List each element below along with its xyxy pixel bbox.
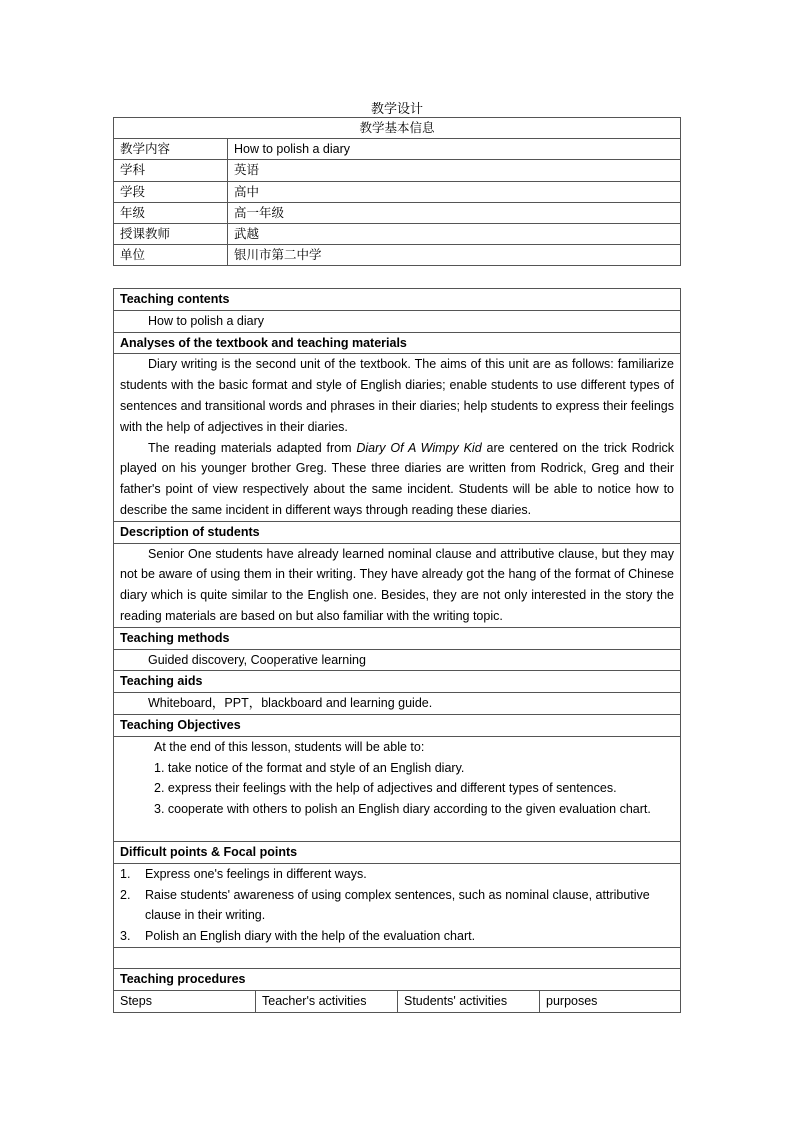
contents-text: How to polish a diary [114, 310, 681, 332]
students-body [114, 543, 681, 627]
section-heading-contents: Teaching contents [114, 289, 681, 311]
info-row-stage [114, 181, 681, 202]
objective-item: 1. take notice of the format and style of an English diary. [154, 760, 465, 775]
info-label: 年级 [114, 202, 228, 223]
info-label: 学科 [114, 160, 228, 181]
analyses-paragraph-1: Diary writing is the second unit of the textbook. The aims of this unit are as follows: familiarize students with the basic format and style of English diaries; enable students to use different types of sentences and transitional words and phrases in their diaries; help students to express their feelings with the help of adjectives in their diaries. [120, 357, 674, 434]
analyses-body [114, 354, 681, 521]
list-item [120, 926, 674, 947]
info-value: 英语 [228, 160, 681, 181]
info-value: How to polish a diary [228, 139, 681, 160]
info-label: 单位 [114, 245, 228, 266]
list-text: Express one's feelings in different ways. [145, 866, 367, 881]
info-row-subject [114, 160, 681, 181]
objectives-intro: At the end of this lesson, students will be able to: [154, 739, 425, 754]
list-item [120, 885, 674, 927]
empty-row [114, 947, 681, 968]
section-heading-difficult: Difficult points & Focal points [114, 841, 681, 863]
info-value: 武越 [228, 223, 681, 244]
column-header-students: Students' activities [398, 990, 540, 1012]
list-number: 3. [120, 929, 131, 944]
analyses-p2-after: are centered on the trick Rodrick played on his younger brother Greg. These three diaries are written from Rodrick, Greg and their father's point of view respectively about the same incident. Students will be able to notice how to describe the same incident in different ways through reading these diaries. [120, 440, 674, 517]
info-label: 教学内容 [114, 139, 228, 160]
section-heading-objectives: Teaching Objectives [114, 714, 681, 736]
info-row-teacher [114, 223, 681, 244]
info-label: 授课教师 [114, 223, 228, 244]
section-heading-analyses: Analyses of the textbook and teaching materials [114, 332, 681, 354]
info-table-header: 教学基本信息 [114, 118, 681, 139]
info-value: 银川市第二中学 [228, 245, 681, 266]
objective-item: 3. cooperate with others to polish an English diary according to the given evaluation chart. [154, 802, 651, 817]
column-header-steps: Steps [114, 990, 256, 1012]
basic-info-table [113, 117, 681, 266]
difficult-points-list [120, 864, 674, 947]
methods-text: Guided discovery, Cooperative learning [114, 649, 681, 671]
list-item [120, 864, 674, 885]
info-value: 高一年级 [228, 202, 681, 223]
section-heading-students: Description of students [114, 521, 681, 543]
objectives-body [114, 736, 681, 841]
students-paragraph: Senior One students have already learned nominal clause and attributive clause, but they may not be aware of using them in their writing. They have already got the hang of the format of Chinese diary which is quite similar to the English one. Besides, they are not only interested in the story the reading materials are based on but also familiar with the writing topic. [120, 546, 674, 623]
info-value: 高中 [228, 181, 681, 202]
column-header-purposes: purposes [540, 990, 681, 1012]
info-row-school [114, 245, 681, 266]
info-row-content [114, 139, 681, 160]
info-label: 学段 [114, 181, 228, 202]
analyses-p2-before: The reading materials adapted from [148, 440, 357, 455]
list-number: 2. [120, 887, 131, 902]
list-number: 1. [120, 866, 131, 881]
book-title: Diary Of A Wimpy Kid [356, 440, 482, 455]
aids-text: Whiteboard，PPT，blackboard and learning guide. [114, 693, 681, 715]
info-row-grade [114, 202, 681, 223]
difficult-body [114, 863, 681, 947]
analyses-paragraph-2 [120, 438, 674, 521]
section-heading-aids: Teaching aids [114, 671, 681, 693]
section-heading-procedures: Teaching procedures [114, 968, 681, 990]
document-title: 教学设计 [370, 101, 423, 116]
list-text: Raise students' awareness of using complex sentences, such as nominal clause, attributive clause in their writing. [145, 887, 650, 923]
column-header-teacher: Teacher's activities [256, 990, 398, 1012]
list-text: Polish an English diary with the help of the evaluation chart. [145, 929, 476, 944]
lesson-plan-table [113, 288, 681, 1013]
section-heading-methods: Teaching methods [114, 627, 681, 649]
objective-item: 2. express their feelings with the help of adjectives and different types of sentences. [154, 781, 617, 796]
procedures-header-row [114, 990, 681, 1012]
